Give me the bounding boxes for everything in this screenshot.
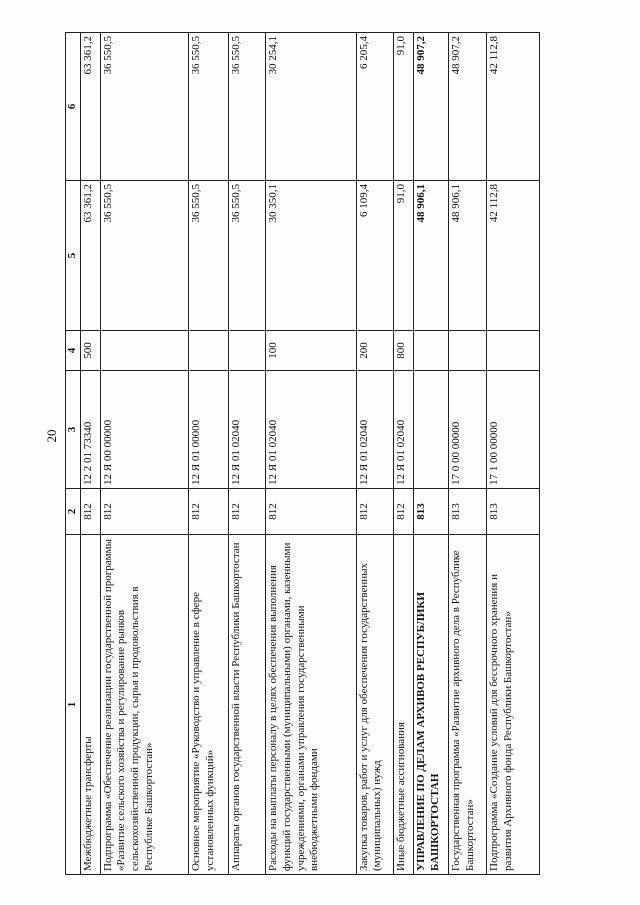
row-classifier-cell: 12 Я 01 02040 [228,371,266,489]
row-type-cell: 200 [356,331,394,371]
table-row [414,33,449,875]
row-name-cell: Иные бюджетные ассигнования [394,535,414,875]
table-row [80,33,100,875]
header-col-4: 4 [66,331,81,371]
row-name-cell: Межбюджетные трансферты [80,535,100,875]
table-container [65,33,540,875]
row-amount-1-cell: 36 550,5 [228,181,266,331]
row-amount-2-cell: 48 907,2 [449,33,487,181]
row-classifier-cell: 12 Я 01 00000 [188,371,228,489]
row-name-cell: Расходы на выплаты персоналу в целях обеспечения выполнения функций государственными (муниципальными) органами, казенными учреждениями, органами управления государственными внебюджетными фондами [266,535,357,875]
row-classifier-cell [414,371,449,489]
row-amount-2-cell: 36 550,5 [188,33,228,181]
row-code-cell: 812 [80,489,100,535]
row-type-cell: 800 [394,331,414,371]
row-type-cell: 100 [266,331,357,371]
row-amount-1-cell: 42 112,8 [486,181,539,331]
row-amount-1-cell: 30 350,1 [266,181,357,331]
row-amount-1-cell: 6 109,4 [356,181,394,331]
row-type-cell [228,331,266,371]
row-amount-1-cell: 36 550,5 [100,181,188,331]
row-code-cell: 813 [449,489,487,535]
row-amount-2-cell: 42 112,8 [486,33,539,181]
table-row [266,33,357,875]
header-col-2: 2 [66,489,81,535]
row-amount-1-cell: 63 361,2 [80,181,100,331]
row-classifier-cell: 17 1 00 00000 [486,371,539,489]
row-name-cell: Подпрограмма «Создание условий для бессрочного хранения и развития Архивного фонда Республики Башкортостан» [486,535,539,875]
row-type-cell [449,331,487,371]
table-row [228,33,266,875]
row-code-cell: 812 [394,489,414,535]
row-amount-2-cell: 36 550,5 [228,33,266,181]
row-code-cell: 812 [100,489,188,535]
row-classifier-cell: 17 0 00 00000 [449,371,487,489]
row-amount-1-cell: 48 906,1 [414,181,449,331]
table-body [80,33,539,875]
row-amount-2-cell: 91,0 [394,33,414,181]
table-row [486,33,539,875]
row-classifier-cell: 12 Я 00 00000 [100,371,188,489]
table-row [356,33,394,875]
row-amount-1-cell: 36 550,5 [188,181,228,331]
row-amount-2-cell: 36 550,5 [100,33,188,181]
table-row [188,33,228,875]
table-row [100,33,188,875]
header-col-3: 3 [66,371,81,489]
row-amount-2-cell: 48 907,2 [414,33,449,181]
budget-table [65,32,540,875]
row-code-cell: 813 [486,489,539,535]
row-code-cell: 812 [266,489,357,535]
row-amount-1-cell: 91,0 [394,181,414,331]
row-name-cell: УПРАВЛЕНИЕ ПО ДЕЛАМ АРХИВОВ РЕСПУБЛИКИ БАШКОРТОСТАН [414,535,449,875]
row-name-cell: Государственная программа «Развитие архивного дела в Республике Башкортостан» [449,535,487,875]
row-amount-2-cell: 30 254,1 [266,33,357,181]
row-code-cell: 812 [188,489,228,535]
header-col-5: 5 [66,181,81,331]
row-name-cell: Закупка товаров, работ и услуг для обеспечения государственных (муниципальных) нужд [356,535,394,875]
table-row [394,33,414,875]
row-name-cell: Подпрограмма «Обеспечение реализации государственной программы «Развитие сельского хозяйства и регулирование рынков сельскохозяйственной продукции, сырья и продовольствия в Республике Башкортостан» [100,535,188,875]
rotated-table-frame [65,33,540,875]
row-type-cell: 500 [80,331,100,371]
row-type-cell [188,331,228,371]
table-row [449,33,487,875]
row-code-cell: 812 [356,489,394,535]
row-type-cell [100,331,188,371]
row-type-cell [486,331,539,371]
row-classifier-cell: 12 Я 01 02040 [356,371,394,489]
row-type-cell [414,331,449,371]
row-amount-2-cell: 63 361,2 [80,33,100,181]
row-code-cell: 812 [228,489,266,535]
row-name-cell: Аппараты органов государственной власти Республики Башкортостан [228,535,266,875]
row-classifier-cell: 12 Я 01 02040 [266,371,357,489]
header-col-6: 6 [66,33,81,181]
header-row [66,33,81,875]
row-amount-2-cell: 6 205,4 [356,33,394,181]
header-col-1: 1 [66,535,81,875]
row-classifier-cell: 12 Я 01 02040 [394,371,414,489]
page-number: 20 [44,429,59,443]
row-code-cell: 813 [414,489,449,535]
row-amount-1-cell: 48 906,1 [449,181,487,331]
row-name-cell: Основное мероприятие «Руководство и управление в сфере установленных функций» [188,535,228,875]
row-classifier-cell: 12 2 01 73340 [80,371,100,489]
